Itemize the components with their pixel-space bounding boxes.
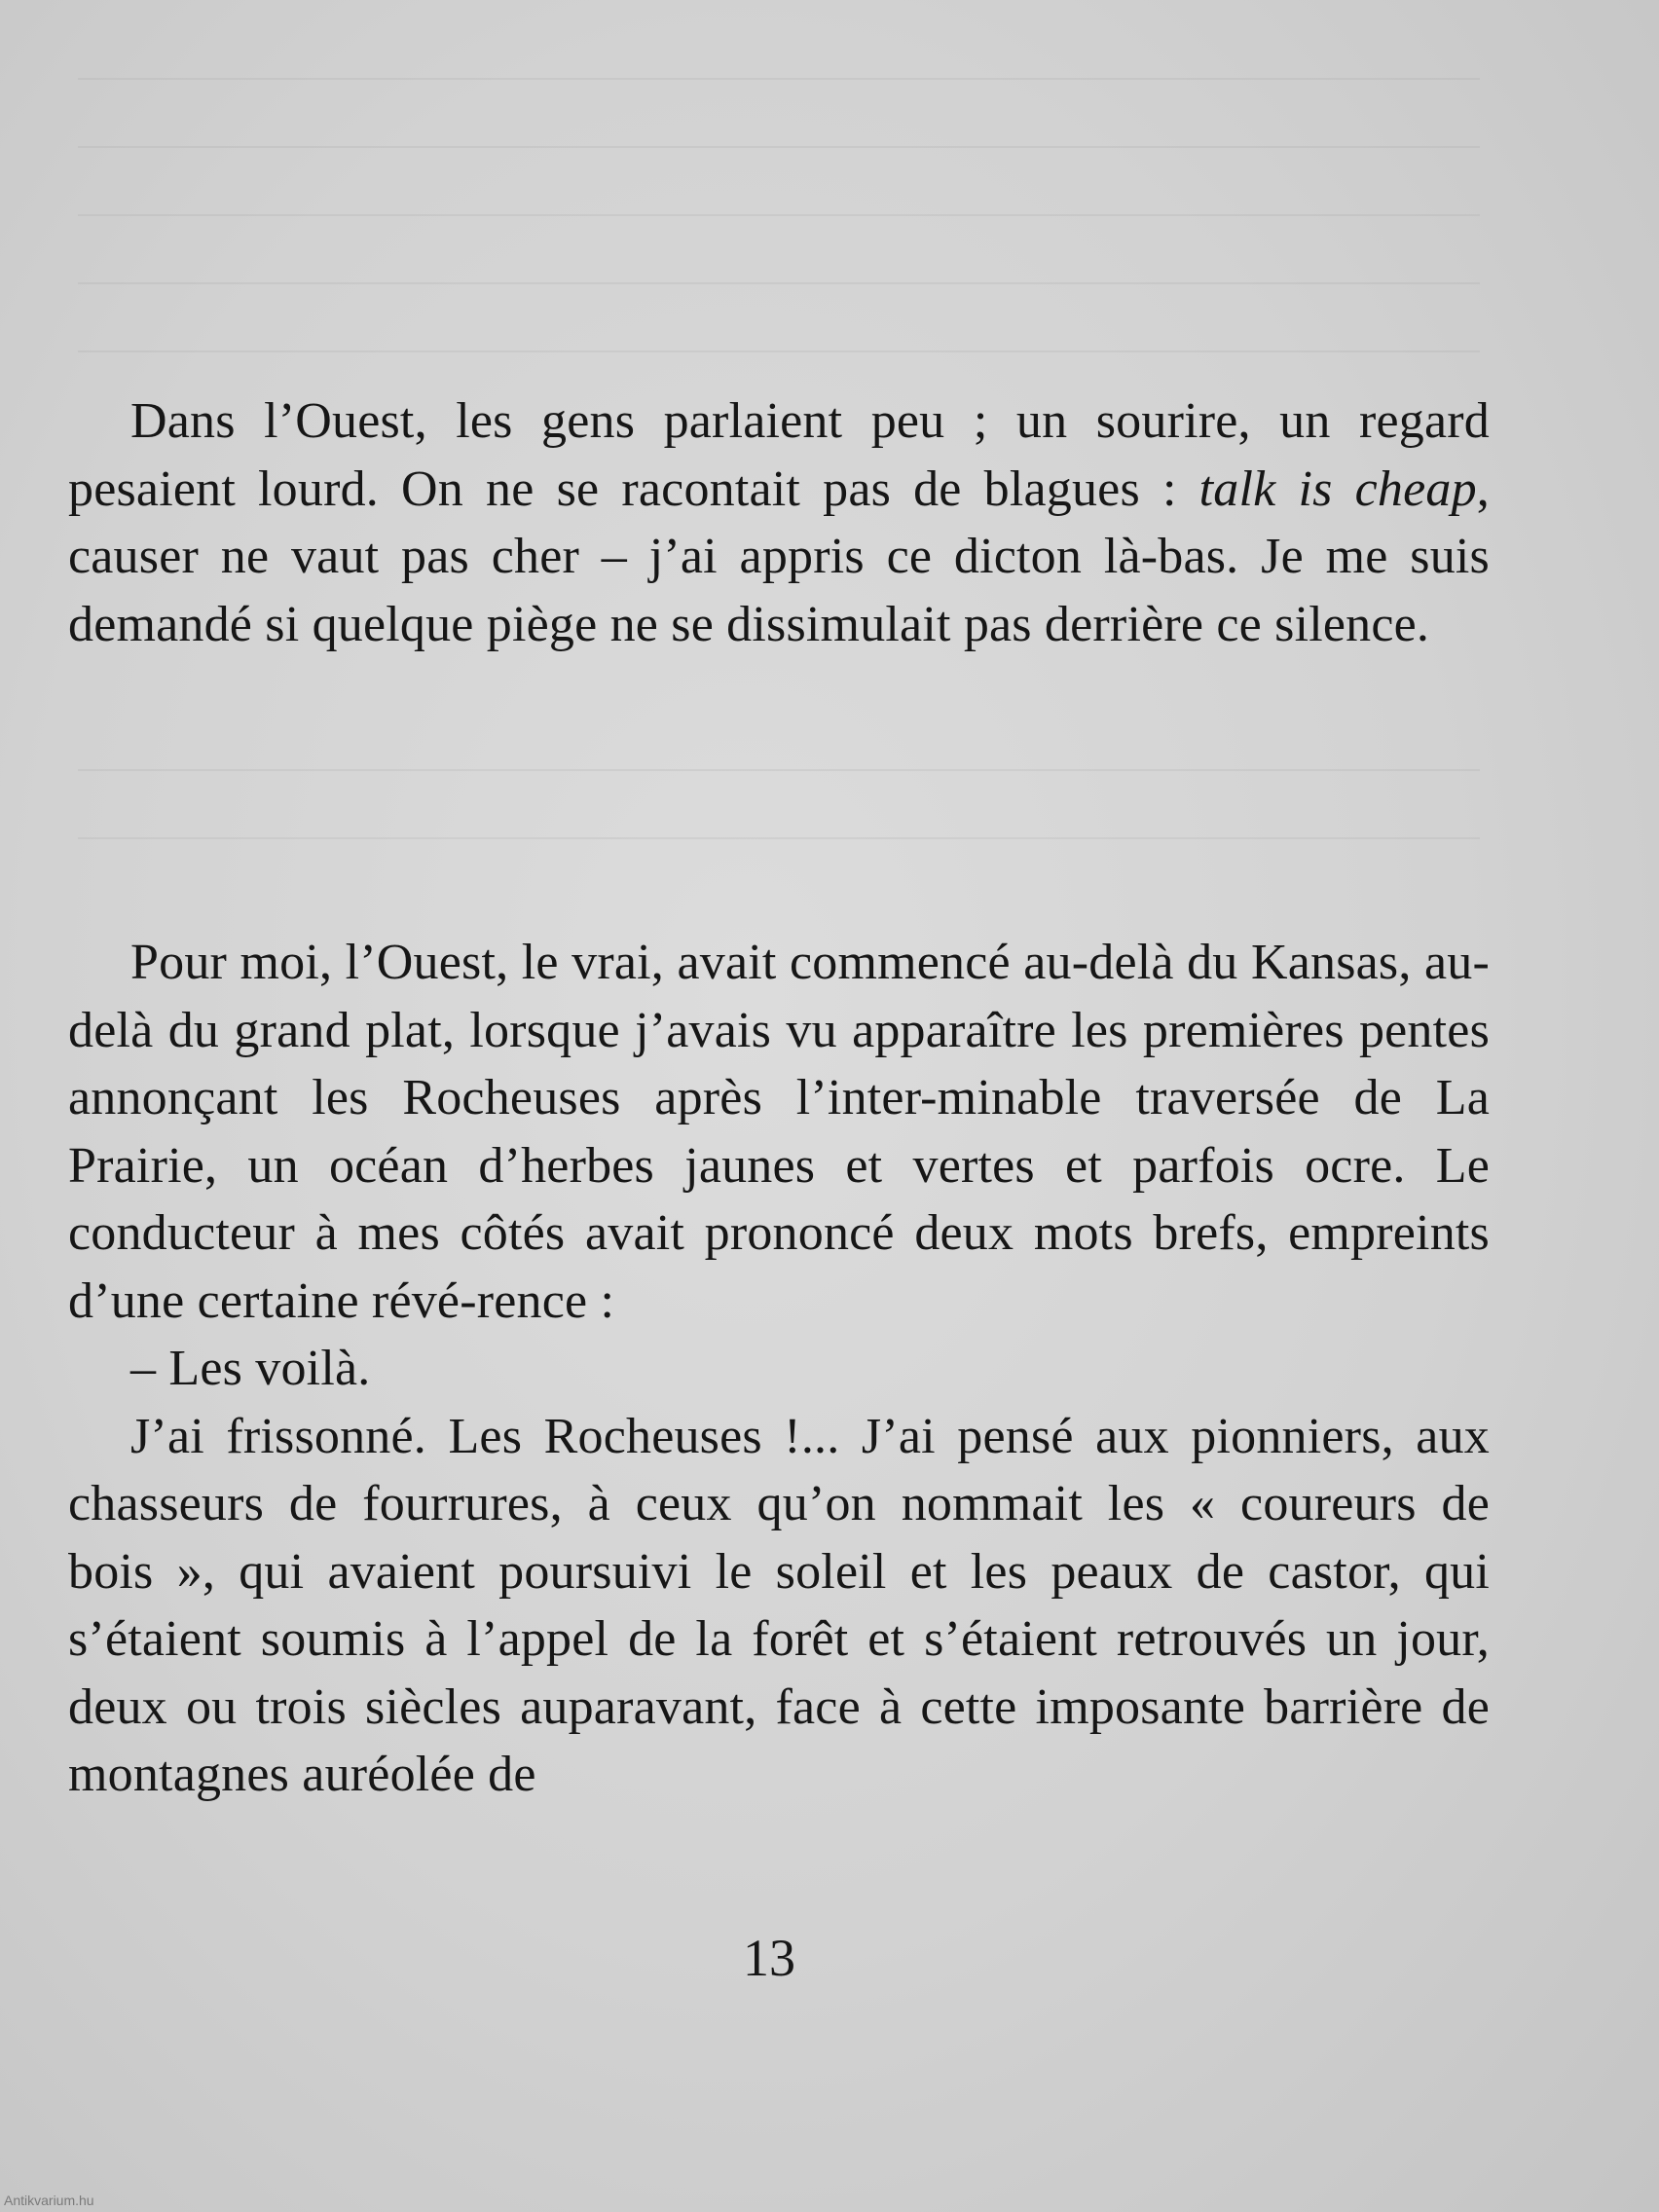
italic-phrase: talk is cheap xyxy=(1198,461,1477,517)
bleed-through-line xyxy=(78,146,1480,148)
bleed-through-line xyxy=(78,350,1480,352)
page-number: 13 xyxy=(743,1929,795,1987)
bleed-through-line xyxy=(78,282,1480,284)
paragraph-1 xyxy=(68,387,1490,658)
paragraph-1-part-1: Dans l’Ouest, les gens parlaient peu ; un sourire, un regard pesaient lourd. On ne se racontait pas de blagues : xyxy=(68,393,1490,517)
paragraph-2: Pour moi, l’Ouest, le vrai, avait commencé au-delà du Kansas, au-delà du grand plat, lorsque j’avais vu apparaître les premières pentes annonçant les Rocheuses après l’inter-minable traversée de La Prairie, un océan d’herbes jaunes et vertes et parfois ocre. Le conducteur à mes côtés avait prononcé deux mots brefs, empreints d’une certaine révé-rence : xyxy=(68,935,1490,1329)
paragraph-3: J’ai frissonné. Les Rocheuses !... J’ai pensé aux pionniers, aux chasseurs de fourrures, à ceux qu’on nommait les « coureurs de bois », qui avaient poursuivi le soleil et les peaux de castor, qui s’étaient soumis à l’appel de la forêt et s’étaient retrouvés un jour, deux ou trois siècles auparavant, face à cette imposante barrière de montagnes auréolée de xyxy=(68,1408,1490,1802)
main-text-block xyxy=(68,929,1490,1809)
paragraph-1-text xyxy=(68,387,1490,658)
bleed-through-line xyxy=(78,769,1480,771)
bleed-through-line xyxy=(78,214,1480,216)
watermark: Antikvarium.hu xyxy=(4,2193,94,2208)
bleed-through-line xyxy=(78,78,1480,80)
dialogue-line: – Les voilà. xyxy=(130,1341,371,1396)
bleed-through-line xyxy=(78,837,1480,839)
paragraph-1-part-2: , causer ne vaut pas cher – j’ai appris ce dicton là-bas. Je me suis demandé si quelque piège ne se dissimulait pas derrière ce silence. xyxy=(68,461,1490,652)
